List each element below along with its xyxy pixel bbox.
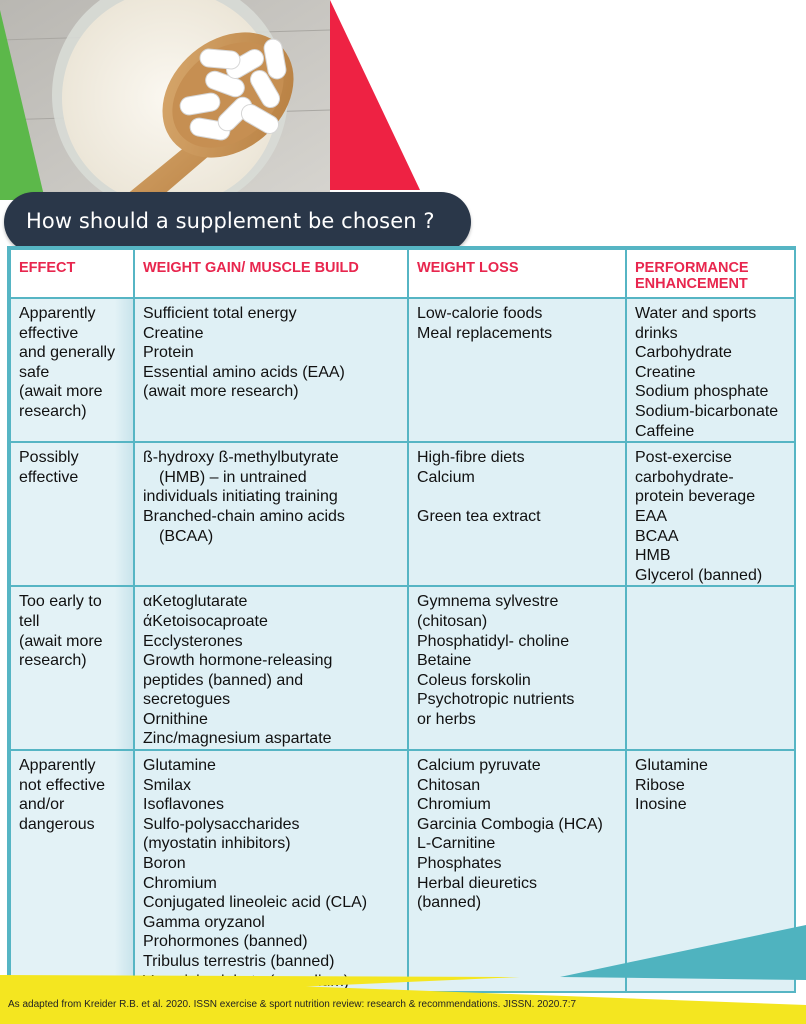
cell-line: safe [19, 363, 50, 381]
cell-line: αKetoglutarate [143, 593, 248, 611]
cell-line: Ribose [635, 776, 685, 794]
cell-line: Glycerol (banned) [635, 566, 763, 584]
weight-gain-cell [134, 442, 408, 586]
cell-line: Phosphates [417, 855, 502, 873]
cell-line: (await more [19, 632, 103, 650]
cell-line: Meal replacements [417, 324, 553, 342]
cell-line: Inosine [635, 796, 687, 814]
cell-line: carbohydrate- [635, 468, 734, 486]
cell-line [417, 487, 617, 507]
cell-line: secretogues [143, 691, 231, 709]
cell-line: individuals initiating training [143, 488, 338, 506]
cell-line: Smilax [143, 776, 192, 794]
supplement-grid [9, 248, 796, 993]
cell-line: Ecclysterones [143, 632, 243, 650]
cell-line: (chitosan) [417, 612, 488, 630]
cell-line: Too early to [19, 593, 102, 611]
effect-cell [10, 442, 134, 586]
header-weight-gain: WEIGHT GAIN/ MUSCLE BUILD [134, 249, 408, 298]
cell-line: Phosphatidyl- choline [417, 632, 570, 650]
weight-loss-cell [408, 442, 626, 586]
performance-cell [626, 442, 795, 586]
cell-line: Isoflavones [143, 796, 224, 814]
header-weight-loss: WEIGHT LOSS [408, 249, 626, 298]
cell-line: Calcium pyruvate [417, 757, 541, 775]
performance-cell [626, 298, 795, 442]
cell-line: Calcium [417, 468, 475, 486]
cell-line: HMB [635, 547, 671, 565]
cell-line: Apparently [19, 757, 96, 775]
cell-line: peptides (banned) and [143, 671, 304, 689]
cell-line: drinks [635, 324, 678, 342]
weight-loss-cell [408, 298, 626, 442]
cell-line: Prohormones (banned) [143, 933, 308, 951]
header-performance: PERFORMANCE ENHANCEMENT [626, 249, 795, 298]
cell-line: (await more research) [143, 383, 299, 401]
cell-line: (BCAA) [159, 527, 214, 545]
cell-line: Boron [143, 855, 186, 873]
cell-line: Branched-chain amino acids [143, 507, 345, 525]
cell-line: Psychotropic nutrients [417, 691, 575, 709]
cell-line: Herbal dieuretics [417, 874, 538, 892]
cell-line: Sulfo-polysaccharides [143, 815, 300, 833]
cell-line: (await more [19, 383, 103, 401]
cell-line: EAA [635, 507, 668, 525]
cell-line: Sodium phosphate [635, 383, 769, 401]
cell-line: High-fibre diets [417, 449, 525, 467]
cell-line: Sufficient total energy [143, 305, 297, 322]
cell-line: L-Carnitine [417, 835, 496, 853]
supplement-table [7, 246, 796, 976]
table-row [10, 442, 795, 586]
cell-line: Low-calorie foods [417, 305, 543, 322]
weight-gain-cell [134, 586, 408, 750]
cell-line: Conjugated lineoleic acid (CLA) [143, 894, 368, 912]
cell-line: Chromium [417, 796, 491, 814]
cell-line: Green tea extract [417, 507, 541, 525]
source-citation: As adapted from Kreider R.B. et al. 2020. ISSN exercise & sport nutrition review: research & recommendations. JISSN. 2020.7:7 [8, 999, 577, 1010]
cell-line: not effective [19, 776, 105, 794]
cell-line: Protein [143, 344, 194, 362]
cell-line: Growth hormone-releasing [143, 652, 333, 670]
effect-cell [10, 298, 134, 442]
performance-cell [626, 586, 795, 750]
cell-line: Apparently [19, 305, 96, 322]
cell-line: άKetoisocaproate [143, 612, 268, 630]
cell-line: BCAA [635, 527, 679, 545]
title-banner [4, 192, 471, 252]
cell-line: and/or [19, 796, 65, 814]
cell-line: Creatine [143, 324, 204, 342]
cell-line: Ornithine [143, 710, 208, 728]
cell-line: protein beverage [635, 488, 756, 506]
cell-line: Caffeine [635, 422, 695, 440]
cell-line: Water and sports [635, 305, 757, 322]
cell-line: research) [19, 652, 87, 670]
cell-line: (banned) [417, 894, 482, 912]
cell-line: Carbohydrate [635, 344, 732, 362]
cell-line: Possibly [19, 449, 79, 467]
cell-line: or herbs [417, 710, 476, 728]
cell-line: Gamma oryzanol [143, 913, 265, 931]
table-header-row [10, 249, 795, 298]
cell-line: and generally [19, 344, 116, 362]
cell-line: effective [19, 324, 79, 342]
cell-line: tell [19, 612, 40, 630]
cell-line: Creatine [635, 363, 696, 381]
cell-line: Gymnema sylvestre [417, 593, 559, 611]
cell-line: effective [19, 468, 79, 486]
cell-line: Glutamine [635, 757, 708, 775]
effect-cell [10, 586, 134, 750]
cell-line: Tribulus terrestris (banned) [143, 953, 335, 970]
cell-line: Zinc/magnesium aspartate [143, 730, 332, 748]
cell-line: Garcinia Combogia (HCA) [417, 815, 603, 833]
cell-line: Coleus forskolin [417, 671, 531, 689]
table-row [10, 298, 795, 442]
cell-line: Essential amino acids (EAA) [143, 363, 345, 381]
cell-line: Chromium [143, 874, 217, 892]
cell-line: (HMB) – in untrained [159, 468, 307, 486]
weight-gain-cell [134, 298, 408, 442]
header-effect: EFFECT [10, 249, 134, 298]
page-title: How should a supplement be chosen ? [26, 209, 435, 233]
cell-line: Chitosan [417, 776, 481, 794]
cell-line: research) [19, 402, 87, 420]
cell-line: Betaine [417, 652, 472, 670]
cell-line: Glutamine [143, 757, 216, 775]
cell-line: Sodium-bicarbonate [635, 402, 779, 420]
cell-line: ß-hydroxy ß-methylbutyrate [143, 449, 339, 467]
cell-line: dangerous [19, 815, 95, 833]
weight-loss-cell [408, 586, 626, 750]
cell-line: (myostatin inhibitors) [143, 835, 291, 853]
table-row [10, 586, 795, 750]
cell-line: Post-exercise [635, 449, 732, 467]
